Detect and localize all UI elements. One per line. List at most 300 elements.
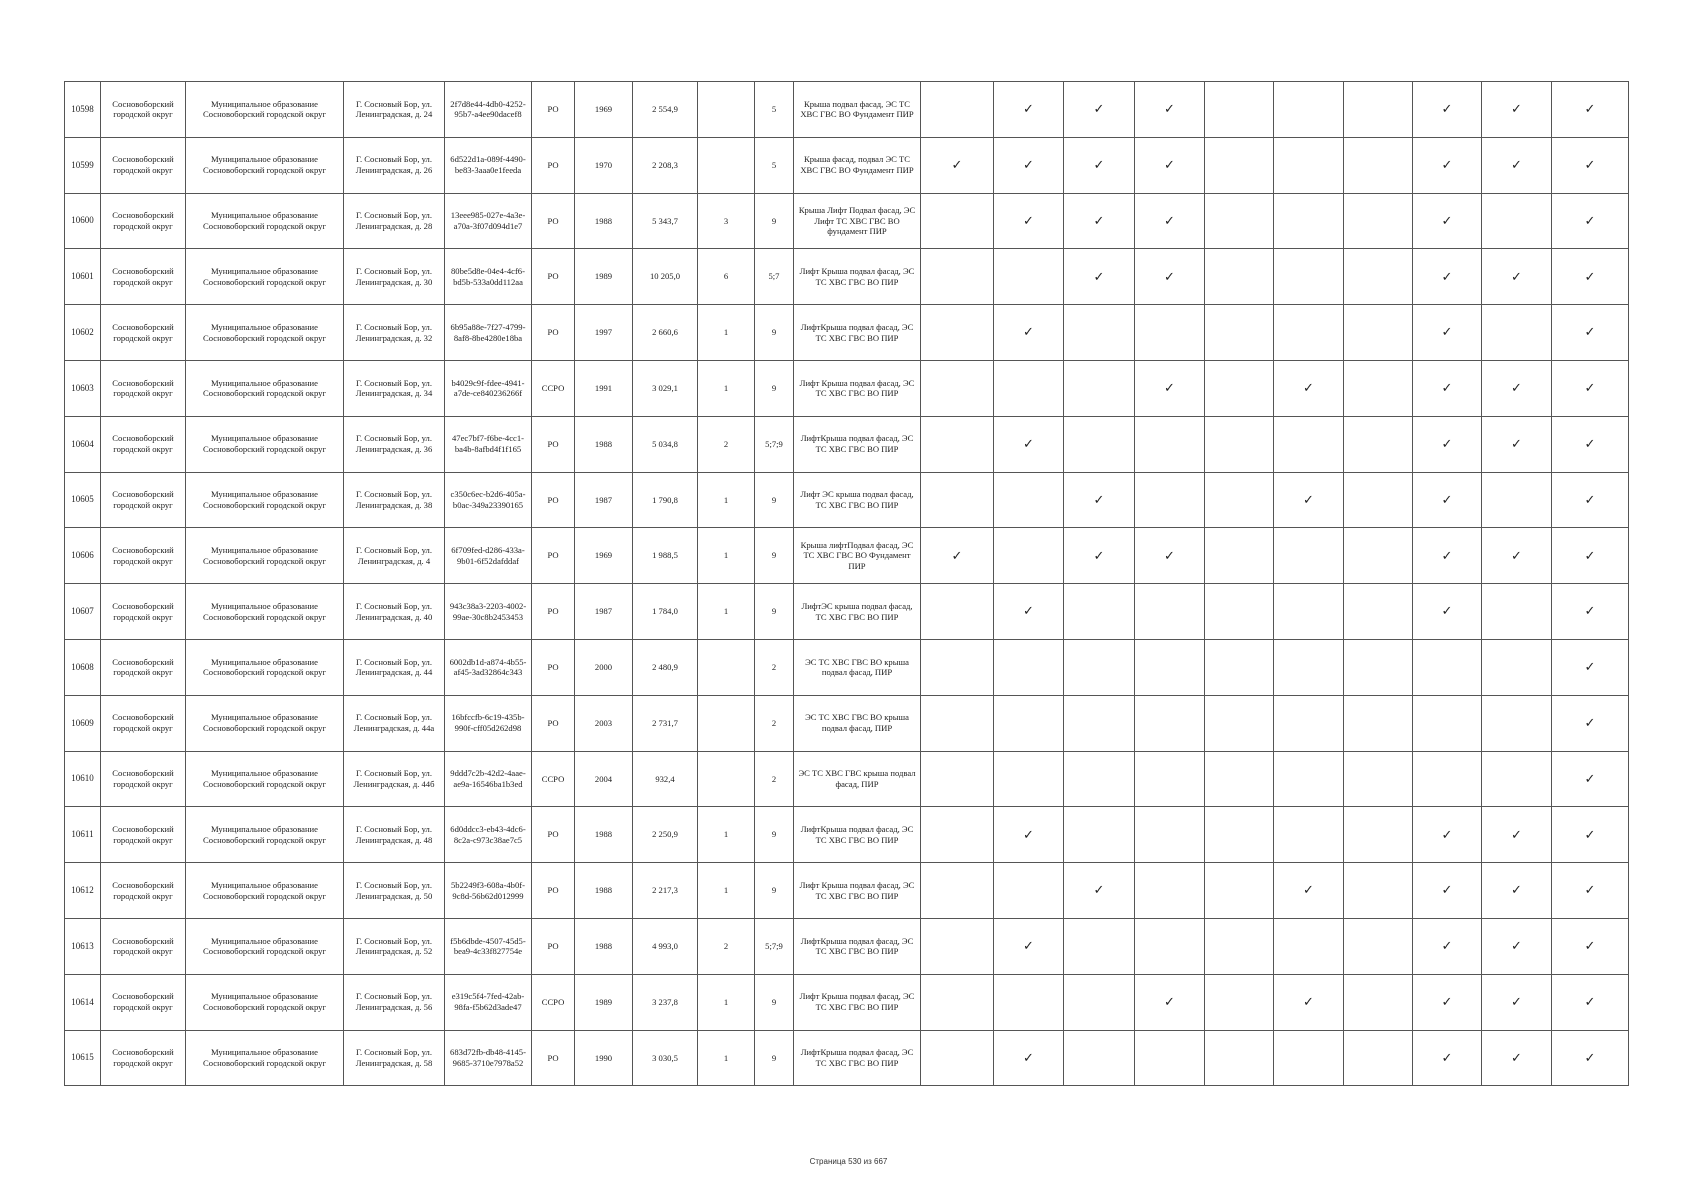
works-list-cell: ЛифтКрыша подвал фасад, ЭС ТС ХВС ГВС ВО ПИР	[794, 918, 921, 974]
check-cell-1	[921, 528, 994, 584]
check-cell-9	[1482, 863, 1552, 919]
check-cell-10	[1552, 249, 1629, 305]
table-row	[65, 305, 1629, 361]
management-method-cell: РО	[532, 249, 575, 305]
check-cell-3	[1064, 695, 1135, 751]
check-cell-7	[1344, 360, 1413, 416]
checkmark-icon: ✓	[1164, 268, 1175, 284]
checkmark-icon: ✓	[1164, 380, 1175, 396]
check-cell-7	[1344, 695, 1413, 751]
management-method-cell: РО	[532, 807, 575, 863]
check-cell-4	[1135, 1030, 1205, 1086]
area-cell: 1 988,5	[633, 528, 698, 584]
check-cell-6	[1274, 863, 1344, 919]
check-cell-1	[921, 1030, 994, 1086]
check-cell-9	[1482, 695, 1552, 751]
build-year-cell: 1988	[575, 807, 633, 863]
lifts-count-cell: 1	[698, 584, 755, 640]
check-cell-9	[1482, 974, 1552, 1030]
check-cell-1	[921, 472, 994, 528]
check-cell-2	[994, 360, 1064, 416]
checkmark-icon: ✓	[1511, 436, 1522, 452]
management-method-cell: РО	[532, 305, 575, 361]
checkmark-icon: ✓	[1584, 491, 1596, 507]
check-cell-5	[1205, 528, 1274, 584]
check-cell-6	[1274, 918, 1344, 974]
check-cell-7	[1344, 416, 1413, 472]
management-method-cell: РО	[532, 584, 575, 640]
lifts-count-cell: 1	[698, 472, 755, 528]
check-cell-5	[1205, 918, 1274, 974]
checkmark-icon: ✓	[1584, 101, 1596, 117]
check-cell-4	[1135, 528, 1205, 584]
checkmark-icon: ✓	[1584, 436, 1596, 452]
address-cell: Г. Сосновый Бор, ул. Ленинградская, д. 30	[344, 249, 445, 305]
row-id: 10603	[65, 360, 101, 416]
floors-cell: 9	[755, 360, 794, 416]
checkmark-icon: ✓	[1441, 994, 1453, 1010]
checkmark-icon: ✓	[1164, 547, 1175, 563]
lifts-count-cell: 1	[698, 974, 755, 1030]
row-id: 10610	[65, 751, 101, 807]
check-cell-9	[1482, 807, 1552, 863]
floors-cell: 9	[755, 584, 794, 640]
check-cell-6	[1274, 472, 1344, 528]
table-row	[65, 249, 1629, 305]
build-year-cell: 2004	[575, 751, 633, 807]
check-cell-1	[921, 974, 994, 1030]
lifts-count-cell	[698, 137, 755, 193]
lifts-count-cell	[698, 639, 755, 695]
guid-cell: e319c5f4-7fed-42ab-98fa-f5b62d3ade47	[445, 974, 532, 1030]
guid-cell: 6d522d1a-089f-4490-be83-3aaa0e1feeda	[445, 137, 532, 193]
address-cell: Г. Сосновый Бор, ул. Ленинградская, д. 32	[344, 305, 445, 361]
checkmark-icon: ✓	[1584, 268, 1596, 284]
check-cell-3	[1064, 416, 1135, 472]
works-list-cell: ЭС ТС ХВС ГВС ВО крыша подвал фасад, ПИР	[794, 639, 921, 695]
check-cell-4	[1135, 974, 1205, 1030]
district-cell: Сосновоборский городской округ	[101, 807, 186, 863]
check-cell-9	[1482, 918, 1552, 974]
check-cell-5	[1205, 360, 1274, 416]
check-cell-7	[1344, 528, 1413, 584]
guid-cell: 6002db1d-a874-4b55-af45-3ad32864c343	[445, 639, 532, 695]
build-year-cell: 1987	[575, 472, 633, 528]
check-cell-4	[1135, 360, 1205, 416]
check-cell-6	[1274, 360, 1344, 416]
checkmark-icon: ✓	[1511, 994, 1522, 1010]
area-cell: 2 731,7	[633, 695, 698, 751]
area-cell: 932,4	[633, 751, 698, 807]
checkmark-icon: ✓	[1511, 101, 1522, 117]
works-list-cell: Крыша фасад, подвал ЭС ТС ХВС ГВС ВО Фундамент ПИР	[794, 137, 921, 193]
area-cell: 3 029,1	[633, 360, 698, 416]
check-cell-2	[994, 82, 1064, 138]
build-year-cell: 1991	[575, 360, 633, 416]
check-cell-3	[1064, 528, 1135, 584]
checkmark-icon: ✓	[1441, 1049, 1453, 1065]
row-id: 10604	[65, 416, 101, 472]
floors-cell: 9	[755, 863, 794, 919]
district-cell: Сосновоборский городской округ	[101, 1030, 186, 1086]
check-cell-4	[1135, 639, 1205, 695]
checkmark-icon: ✓	[1441, 324, 1453, 340]
row-id: 10606	[65, 528, 101, 584]
checkmark-icon: ✓	[1511, 938, 1522, 954]
checkmark-icon: ✓	[1511, 157, 1522, 173]
checkmark-icon: ✓	[1093, 101, 1105, 117]
check-cell-9	[1482, 193, 1552, 249]
checkmark-icon: ✓	[1093, 268, 1105, 284]
municipality-cell: Муниципальное образование Сосновоборский городской округ	[186, 305, 344, 361]
municipality-cell: Муниципальное образование Сосновоборский городской округ	[186, 82, 344, 138]
table-row	[65, 360, 1629, 416]
lifts-count-cell	[698, 82, 755, 138]
build-year-cell: 1988	[575, 918, 633, 974]
table-row	[65, 416, 1629, 472]
floors-cell: 5	[755, 137, 794, 193]
check-cell-7	[1344, 82, 1413, 138]
check-cell-7	[1344, 918, 1413, 974]
check-cell-6	[1274, 807, 1344, 863]
check-cell-7	[1344, 639, 1413, 695]
check-cell-5	[1205, 751, 1274, 807]
checkmark-icon: ✓	[1441, 436, 1453, 452]
district-cell: Сосновоборский городской округ	[101, 249, 186, 305]
check-cell-2	[994, 1030, 1064, 1086]
works-list-cell: ЛифтКрыша подвал фасад, ЭС ТС ХВС ГВС ВО ПИР	[794, 807, 921, 863]
check-cell-3	[1064, 472, 1135, 528]
build-year-cell: 1987	[575, 584, 633, 640]
guid-cell: 47ec7bf7-f6be-4cc1-ba4b-8afbd4f1f165	[445, 416, 532, 472]
checkmark-icon: ✓	[1584, 157, 1596, 173]
municipality-cell: Муниципальное образование Сосновоборский городской округ	[186, 639, 344, 695]
check-cell-10	[1552, 305, 1629, 361]
check-cell-9	[1482, 528, 1552, 584]
checkmark-icon: ✓	[1093, 547, 1105, 563]
row-id: 10599	[65, 137, 101, 193]
build-year-cell: 1990	[575, 1030, 633, 1086]
lifts-count-cell	[698, 695, 755, 751]
check-cell-3	[1064, 918, 1135, 974]
floors-cell: 9	[755, 807, 794, 863]
municipality-cell: Муниципальное образование Сосновоборский городской округ	[186, 807, 344, 863]
works-list-cell: Крыша Лифт Подвал фасад, ЭС Лифт ТС ХВС ГВС ВО фундамент ПИР	[794, 193, 921, 249]
row-id: 10608	[65, 639, 101, 695]
district-cell: Сосновоборский городской округ	[101, 472, 186, 528]
check-cell-10	[1552, 974, 1629, 1030]
checkmark-icon: ✓	[1303, 491, 1314, 507]
check-cell-5	[1205, 1030, 1274, 1086]
check-cell-8	[1413, 807, 1482, 863]
check-cell-4	[1135, 249, 1205, 305]
checkmark-icon: ✓	[1023, 1049, 1034, 1065]
check-cell-8	[1413, 193, 1482, 249]
check-cell-10	[1552, 584, 1629, 640]
guid-cell: 2f7d8e44-4db0-4252-95b7-a4ee90dacef8	[445, 82, 532, 138]
checkmark-icon: ✓	[1511, 547, 1522, 563]
area-cell: 2 660,6	[633, 305, 698, 361]
row-id: 10611	[65, 807, 101, 863]
check-cell-2	[994, 751, 1064, 807]
page-footer: Страница 530 из 667	[809, 1157, 888, 1166]
district-cell: Сосновоборский городской округ	[101, 305, 186, 361]
check-cell-4	[1135, 751, 1205, 807]
check-cell-3	[1064, 193, 1135, 249]
address-cell: Г. Сосновый Бор, ул. Ленинградская, д. 40	[344, 584, 445, 640]
district-cell: Сосновоборский городской округ	[101, 639, 186, 695]
check-cell-9	[1482, 137, 1552, 193]
row-id: 10609	[65, 695, 101, 751]
check-cell-10	[1552, 193, 1629, 249]
guid-cell: 6b95a88e-7f27-4799-8af8-8be4280e18ba	[445, 305, 532, 361]
check-cell-2	[994, 863, 1064, 919]
check-cell-1	[921, 918, 994, 974]
check-cell-5	[1205, 974, 1274, 1030]
municipality-cell: Муниципальное образование Сосновоборский городской округ	[186, 751, 344, 807]
guid-cell: 683d72fb-db48-4145-9685-3710e7978a52	[445, 1030, 532, 1086]
check-cell-1	[921, 360, 994, 416]
table-row	[65, 137, 1629, 193]
checkmark-icon: ✓	[1511, 882, 1522, 898]
municipality-cell: Муниципальное образование Сосновоборский городской округ	[186, 137, 344, 193]
check-cell-6	[1274, 528, 1344, 584]
check-cell-8	[1413, 137, 1482, 193]
works-list-cell: Крыша лифтПодвал фасад, ЭС ТС ХВС ГВС ВО Фундамент ПИР	[794, 528, 921, 584]
check-cell-4	[1135, 193, 1205, 249]
check-cell-1	[921, 695, 994, 751]
check-cell-5	[1205, 305, 1274, 361]
municipality-cell: Муниципальное образование Сосновоборский городской округ	[186, 584, 344, 640]
district-cell: Сосновоборский городской округ	[101, 528, 186, 584]
check-cell-4	[1135, 918, 1205, 974]
build-year-cell: 2003	[575, 695, 633, 751]
floors-cell: 2	[755, 639, 794, 695]
check-cell-2	[994, 695, 1064, 751]
check-cell-2	[994, 807, 1064, 863]
checkmark-icon: ✓	[1023, 101, 1034, 117]
check-cell-7	[1344, 305, 1413, 361]
check-cell-8	[1413, 863, 1482, 919]
build-year-cell: 1988	[575, 193, 633, 249]
checkmark-icon: ✓	[951, 547, 963, 563]
municipality-cell: Муниципальное образование Сосновоборский городской округ	[186, 918, 344, 974]
municipality-cell: Муниципальное образование Сосновоборский городской округ	[186, 193, 344, 249]
checkmark-icon: ✓	[1164, 101, 1175, 117]
floors-cell: 9	[755, 1030, 794, 1086]
municipality-cell: Муниципальное образование Сосновоборский городской округ	[186, 416, 344, 472]
guid-cell: 13eee985-027e-4a3e-a70a-3f07d094d1e7	[445, 193, 532, 249]
address-cell: Г. Сосновый Бор, ул. Ленинградская, д. 44	[344, 639, 445, 695]
checkmark-icon: ✓	[1093, 212, 1105, 228]
check-cell-3	[1064, 807, 1135, 863]
check-cell-6	[1274, 974, 1344, 1030]
check-cell-7	[1344, 584, 1413, 640]
check-cell-2	[994, 193, 1064, 249]
check-cell-8	[1413, 584, 1482, 640]
checkmark-icon: ✓	[1584, 882, 1596, 898]
municipality-cell: Муниципальное образование Сосновоборский городской округ	[186, 1030, 344, 1086]
checkmark-icon: ✓	[1584, 659, 1596, 675]
check-cell-4	[1135, 82, 1205, 138]
check-cell-1	[921, 751, 994, 807]
management-method-cell: РО	[532, 918, 575, 974]
check-cell-3	[1064, 974, 1135, 1030]
works-list-cell: Лифт ЭС крыша подвал фасад, ТС ХВС ГВС ВО ПИР	[794, 472, 921, 528]
address-cell: Г. Сосновый Бор, ул. Ленинградская, д. 52	[344, 918, 445, 974]
address-cell: Г. Сосновый Бор, ул. Ленинградская, д. 50	[344, 863, 445, 919]
checkmark-icon: ✓	[1441, 603, 1453, 619]
check-cell-8	[1413, 305, 1482, 361]
check-cell-9	[1482, 751, 1552, 807]
checkmark-icon: ✓	[1093, 157, 1105, 173]
works-list-cell: Лифт Крыша подвал фасад, ЭС ТС ХВС ГВС ВО ПИР	[794, 863, 921, 919]
check-cell-6	[1274, 695, 1344, 751]
floors-cell: 5	[755, 82, 794, 138]
check-cell-8	[1413, 974, 1482, 1030]
row-id: 10612	[65, 863, 101, 919]
table-row	[65, 193, 1629, 249]
check-cell-1	[921, 82, 994, 138]
municipality-cell: Муниципальное образование Сосновоборский городской округ	[186, 974, 344, 1030]
check-cell-8	[1413, 695, 1482, 751]
works-list-cell: ЭС ТС ХВС ГВС ВО крыша подвал фасад, ПИР	[794, 695, 921, 751]
check-cell-7	[1344, 1030, 1413, 1086]
check-cell-6	[1274, 584, 1344, 640]
address-cell: Г. Сосновый Бор, ул. Ленинградская, д. 58	[344, 1030, 445, 1086]
municipality-cell: Муниципальное образование Сосновоборский городской округ	[186, 695, 344, 751]
table-row	[65, 528, 1629, 584]
management-method-cell: РО	[532, 1030, 575, 1086]
build-year-cell: 1989	[575, 974, 633, 1030]
lifts-count-cell: 1	[698, 863, 755, 919]
address-cell: Г. Сосновый Бор, ул. Ленинградская, д. 38	[344, 472, 445, 528]
check-cell-4	[1135, 305, 1205, 361]
check-cell-5	[1205, 416, 1274, 472]
check-cell-5	[1205, 639, 1274, 695]
table-row	[65, 863, 1629, 919]
check-cell-10	[1552, 360, 1629, 416]
check-cell-4	[1135, 472, 1205, 528]
check-cell-1	[921, 249, 994, 305]
check-cell-10	[1552, 82, 1629, 138]
management-method-cell: ССРО	[532, 360, 575, 416]
row-id: 10613	[65, 918, 101, 974]
row-id: 10605	[65, 472, 101, 528]
guid-cell: c350c6ec-b2d6-405a-b0ac-349a23390165	[445, 472, 532, 528]
checkmark-icon: ✓	[1023, 938, 1034, 954]
floors-cell: 9	[755, 974, 794, 1030]
guid-cell: 9ddd7c2b-42d2-4aae-ae9a-16546ba1b3ed	[445, 751, 532, 807]
guid-cell: 6d0ddcc3-eb43-4dc6-8c2a-c973c38ae7c5	[445, 807, 532, 863]
management-method-cell: РО	[532, 528, 575, 584]
checkmark-icon: ✓	[1441, 101, 1453, 117]
check-cell-3	[1064, 863, 1135, 919]
row-id: 10607	[65, 584, 101, 640]
check-cell-5	[1205, 193, 1274, 249]
checkmark-icon: ✓	[1023, 324, 1034, 340]
area-cell: 2 554,9	[633, 82, 698, 138]
address-cell: Г. Сосновый Бор, ул. Ленинградская, д. 44б	[344, 751, 445, 807]
management-method-cell: РО	[532, 863, 575, 919]
district-cell: Сосновоборский городской округ	[101, 974, 186, 1030]
check-cell-8	[1413, 1030, 1482, 1086]
address-cell: Г. Сосновый Бор, ул. Ленинградская, д. 48	[344, 807, 445, 863]
checkmark-icon: ✓	[1303, 882, 1314, 898]
area-cell: 3 237,8	[633, 974, 698, 1030]
table-row	[65, 82, 1629, 138]
municipality-cell: Муниципальное образование Сосновоборский городской округ	[186, 249, 344, 305]
works-list-cell: ЛифтКрыша подвал фасад, ЭС ТС ХВС ГВС ВО ПИР	[794, 416, 921, 472]
check-cell-4	[1135, 863, 1205, 919]
build-year-cell: 2000	[575, 639, 633, 695]
check-cell-2	[994, 528, 1064, 584]
checkmark-icon: ✓	[1584, 826, 1596, 842]
checkmark-icon: ✓	[1584, 380, 1596, 396]
check-cell-7	[1344, 193, 1413, 249]
lifts-count-cell: 1	[698, 807, 755, 863]
checkmark-icon: ✓	[1511, 268, 1522, 284]
check-cell-8	[1413, 472, 1482, 528]
table-row	[65, 751, 1629, 807]
works-list-cell: ЛифтКрыша подвал фасад, ЭС ТС ХВС ГВС ВО ПИР	[794, 305, 921, 361]
area-cell: 10 205,0	[633, 249, 698, 305]
check-cell-3	[1064, 82, 1135, 138]
area-cell: 2 480,9	[633, 639, 698, 695]
district-cell: Сосновоборский городской округ	[101, 863, 186, 919]
checkmark-icon: ✓	[1584, 603, 1596, 619]
checkmark-icon: ✓	[1441, 491, 1453, 507]
check-cell-6	[1274, 193, 1344, 249]
check-cell-2	[994, 472, 1064, 528]
check-cell-5	[1205, 472, 1274, 528]
check-cell-8	[1413, 528, 1482, 584]
check-cell-6	[1274, 1030, 1344, 1086]
management-method-cell: РО	[532, 193, 575, 249]
checkmark-icon: ✓	[1584, 547, 1596, 563]
table-row	[65, 584, 1629, 640]
build-year-cell: 1969	[575, 528, 633, 584]
management-method-cell: РО	[532, 695, 575, 751]
check-cell-10	[1552, 472, 1629, 528]
checkmark-icon: ✓	[1441, 380, 1453, 396]
table-body	[65, 82, 1629, 1086]
checkmark-icon: ✓	[1023, 212, 1034, 228]
build-year-cell: 1997	[575, 305, 633, 361]
table-row	[65, 695, 1629, 751]
district-cell: Сосновоборский городской округ	[101, 137, 186, 193]
check-cell-8	[1413, 639, 1482, 695]
check-cell-8	[1413, 918, 1482, 974]
lifts-count-cell: 2	[698, 918, 755, 974]
check-cell-6	[1274, 305, 1344, 361]
check-cell-5	[1205, 249, 1274, 305]
check-cell-2	[994, 584, 1064, 640]
check-cell-10	[1552, 751, 1629, 807]
check-cell-8	[1413, 360, 1482, 416]
checkmark-icon: ✓	[1584, 324, 1596, 340]
lifts-count-cell: 1	[698, 305, 755, 361]
lifts-count-cell: 1	[698, 1030, 755, 1086]
check-cell-5	[1205, 82, 1274, 138]
guid-cell: f5b6dbde-4507-45d5-bea9-4c33f827754e	[445, 918, 532, 974]
check-cell-3	[1064, 249, 1135, 305]
checkmark-icon: ✓	[1584, 212, 1596, 228]
district-cell: Сосновоборский городской округ	[101, 918, 186, 974]
address-cell: Г. Сосновый Бор, ул. Ленинградская, д. 56	[344, 974, 445, 1030]
check-cell-1	[921, 863, 994, 919]
checkmark-icon: ✓	[1441, 157, 1453, 173]
